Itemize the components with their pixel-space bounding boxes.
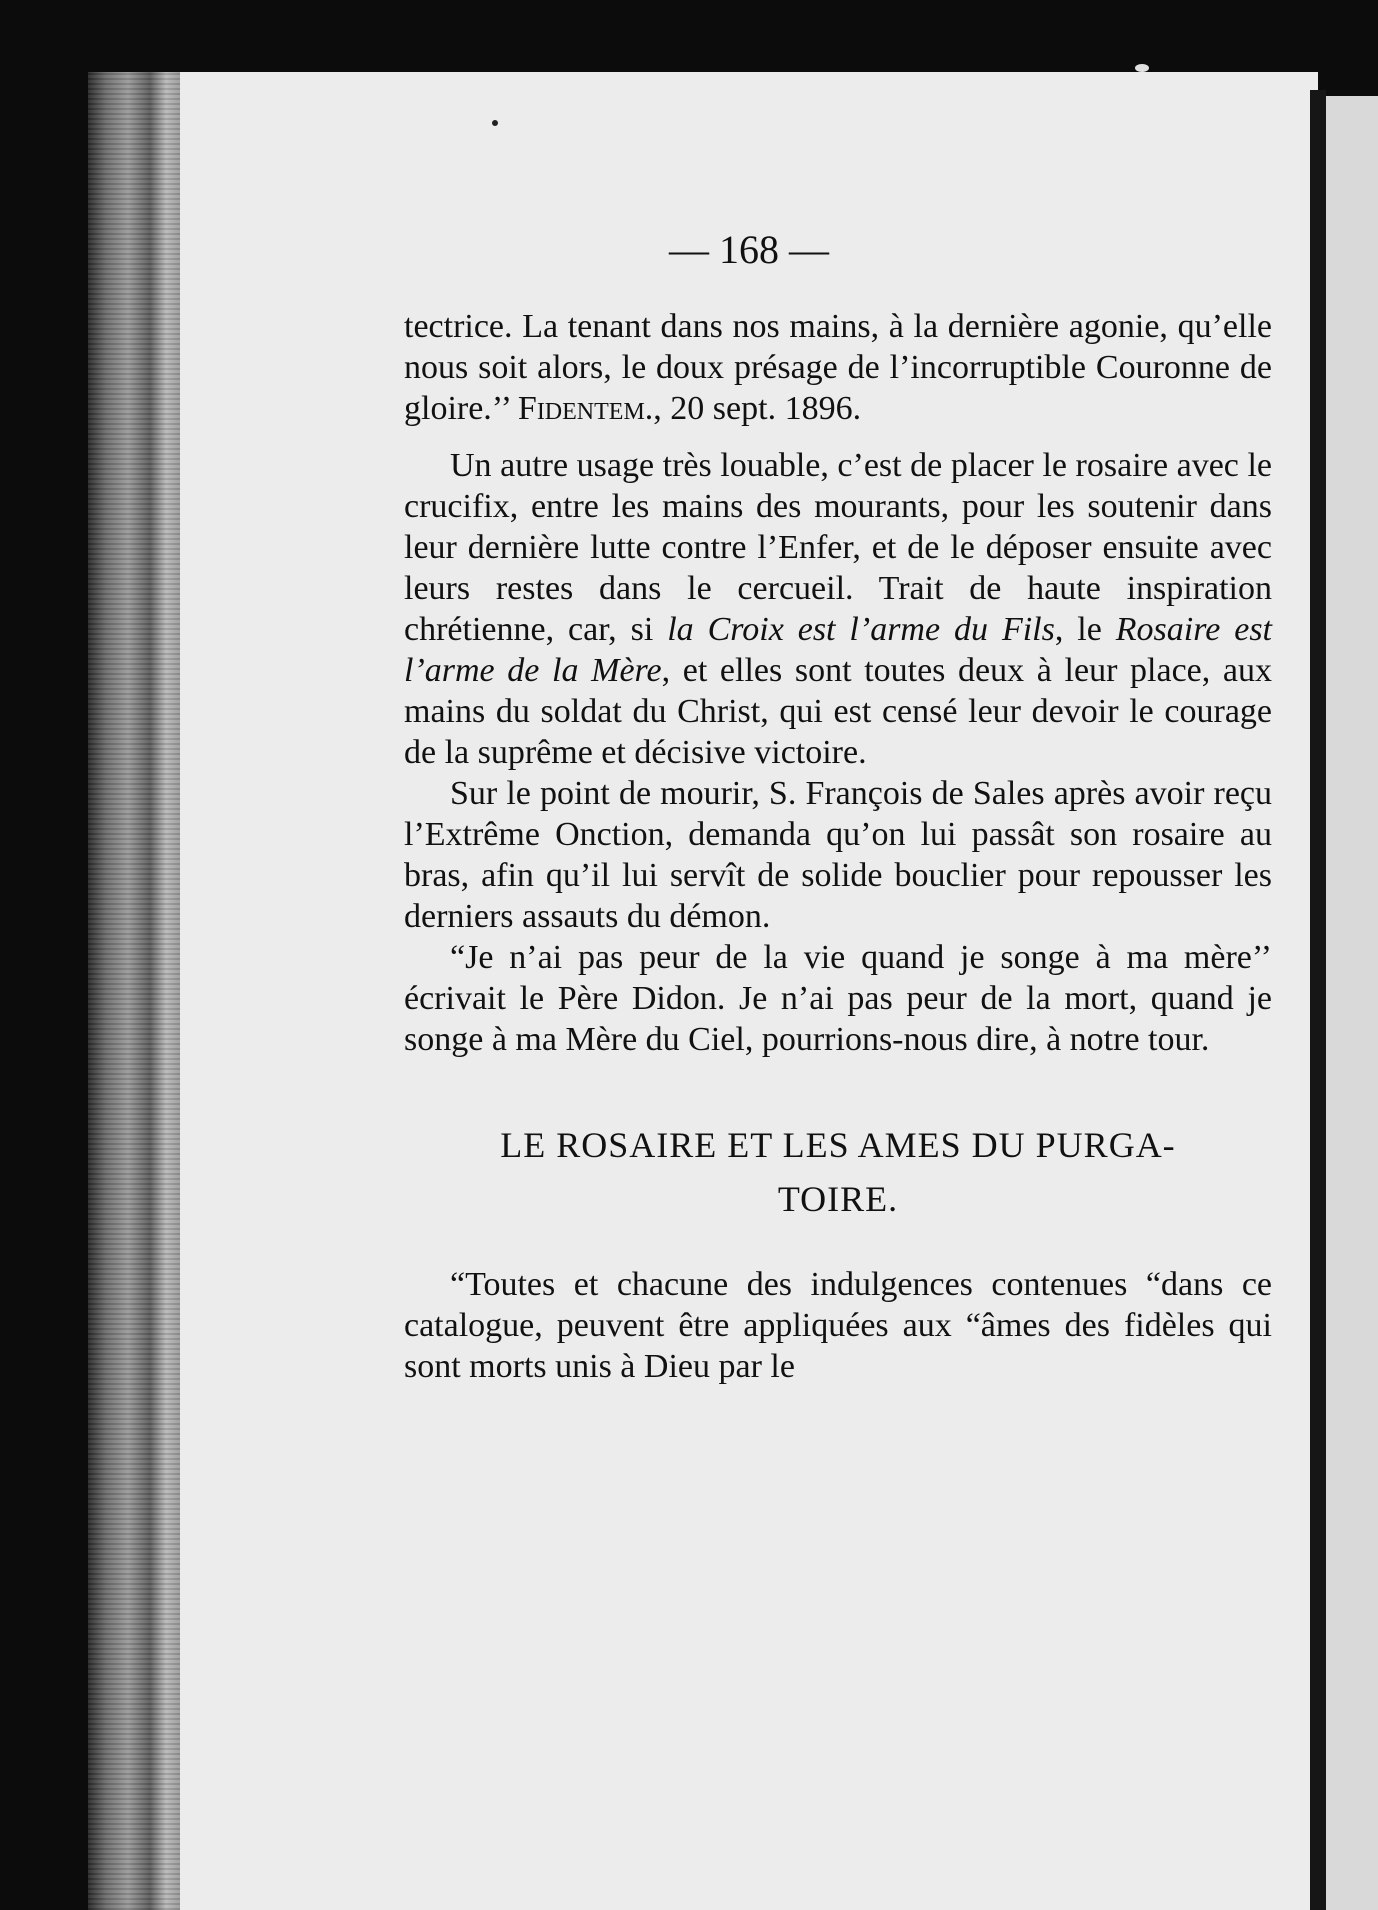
- section-heading-line-2: TOIRE.: [777, 1179, 899, 1219]
- paragraph-1-tail: , 20 sept. 1896.: [653, 390, 862, 427]
- paragraph-1-text: tectrice. La tenant dans nos mains, à la dernière agonie, qu’elle nous soit alors, le doux présage de l’incorruptible Couronne de gloire.’’: [404, 308, 1272, 427]
- paragraph-2-italic-2: Rosaire est l’arme de la Mère: [404, 611, 1272, 689]
- book-spine-edge: [88, 72, 188, 1910]
- citation: Fidentem.: [517, 390, 654, 427]
- paragraph-4: “Je n’ai pas peur de la vie quand je songe à ma mère’’ écrivait le Père Didon. Je n’ai pas peur de la mort, quand je songe à ma Mère du Ciel, pourrions-nous dire, à notre tour.: [404, 939, 1272, 1058]
- page-body: [404, 306, 1272, 1387]
- scan-speck: [1135, 64, 1149, 72]
- paragraph-5: “Toutes et chacune des indulgences contenues “dans ce catalogue, peuvent être appliquées aux “âmes des fidèles qui sont morts unis à Dieu par le: [404, 1266, 1272, 1385]
- paragraph-2: [404, 445, 1272, 773]
- paragraph-2-part-3: , et elles sont toutes deux à leur place, aux mains du soldat du Christ, qui est censé leur devoir le courage de la suprême et décisive victoire.: [404, 652, 1272, 771]
- paragraph-2-italic-1: la Croix est l’arme du Fils: [667, 611, 1055, 648]
- page-gutter: [1310, 90, 1326, 1910]
- section-heading: [404, 1118, 1272, 1226]
- paragraph-2-part-2: , le: [1054, 611, 1116, 648]
- adjacent-page-edge: [1326, 96, 1378, 1910]
- page-number: — 168 —: [669, 227, 829, 272]
- section-heading-line-1: LE ROSAIRE ET LES AMES DU PURGA-: [500, 1125, 1176, 1165]
- scan-speck: [492, 120, 498, 126]
- paragraph-2-part-1: Un autre usage très louable, c’est de placer le rosaire avec le crucifix, entre les mains des mourants, pour les soutenir dans leur dernière lutte contre l’Enfer, et de le déposer ensuite avec leurs restes dans le cercueil. Trait de haute inspiration chrétienne, car, si: [404, 447, 1272, 648]
- paragraph-3: Sur le point de mourir, S. François de Sales après avoir reçu l’Extrême Onction, demanda qu’on lui passât son rosaire au bras, afin qu’il lui servît de solide bouclier pour repousser les derniers assauts du démon.: [404, 775, 1272, 935]
- paragraph-1: [404, 306, 1272, 429]
